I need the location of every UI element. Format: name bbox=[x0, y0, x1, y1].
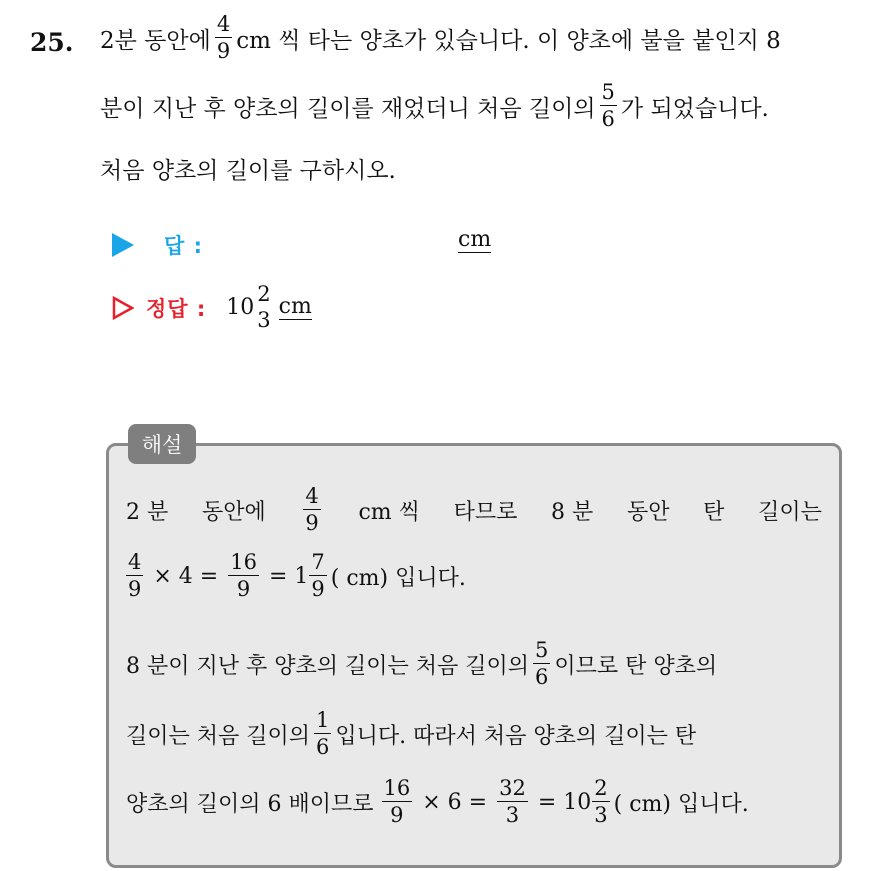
outline-triangle-icon bbox=[112, 296, 134, 320]
exp-word: 8 분 bbox=[551, 499, 594, 525]
exp-word: 탄 bbox=[703, 499, 725, 525]
exp-text: × 6 = bbox=[422, 789, 488, 815]
mixed-whole: 10 bbox=[226, 295, 255, 320]
exp-text: = 1 bbox=[268, 563, 309, 589]
numerator: 16 bbox=[383, 776, 411, 800]
denominator: 6 bbox=[601, 107, 615, 131]
answer-label: 답 : bbox=[164, 234, 203, 258]
explanation-line-3 bbox=[126, 640, 717, 688]
explanation-tag: 해설 bbox=[128, 424, 196, 464]
numerator: 4 bbox=[128, 550, 142, 574]
denominator: 3 bbox=[505, 803, 520, 827]
fraction bbox=[533, 640, 550, 688]
numerator: 2 bbox=[257, 282, 271, 306]
numerator: 2 bbox=[594, 776, 608, 800]
denominator: 9 bbox=[236, 577, 251, 601]
explanation-line-4 bbox=[126, 710, 696, 758]
exp-word: 2 분 bbox=[126, 499, 169, 525]
exp-word: 타므로 bbox=[453, 499, 518, 525]
numerator: 4 bbox=[216, 12, 231, 36]
explanation-line-2 bbox=[126, 552, 466, 600]
correct-unit: cm bbox=[278, 293, 312, 319]
explanation-line-5 bbox=[126, 778, 749, 826]
exp-text: 8 분이 지난 후 양초의 길이는 처음 길이의 bbox=[126, 653, 529, 679]
exp-text: ( cm) 입니다. bbox=[330, 565, 466, 591]
numerator: 16 bbox=[230, 550, 257, 574]
denominator: 9 bbox=[128, 577, 142, 601]
numerator: 5 bbox=[534, 638, 549, 662]
problem-line-2 bbox=[100, 82, 769, 130]
fraction bbox=[255, 284, 272, 331]
exp-text: × 4 = bbox=[153, 563, 219, 589]
answer-row bbox=[112, 230, 203, 260]
exp-word: 동안 bbox=[626, 499, 670, 525]
denominator: 6 bbox=[316, 735, 330, 759]
exp-word: 동안에 bbox=[201, 499, 266, 525]
numerator: 5 bbox=[601, 80, 615, 104]
problem-text: cm 씩 타는 양초가 있습니다. 이 양초에 불을 붙인지 8 bbox=[236, 27, 781, 54]
answer-blank-unit[interactable]: cm bbox=[458, 227, 492, 252]
exp-text: 길이는 처음 길이의 bbox=[126, 723, 311, 749]
problem-text: 가 되었습니다. bbox=[620, 95, 769, 122]
play-triangle-icon bbox=[112, 233, 134, 257]
exp-text: = 10 bbox=[537, 789, 592, 815]
exp-text: 입니다. 따라서 처음 양초의 길이는 탄 bbox=[335, 723, 697, 749]
denominator: 3 bbox=[594, 803, 608, 827]
correct-label: 정답 : bbox=[146, 296, 207, 321]
problem-number: 25. bbox=[30, 28, 74, 57]
fraction bbox=[497, 778, 528, 826]
exp-word: 길이는 bbox=[758, 499, 822, 525]
numerator: 7 bbox=[311, 550, 325, 574]
numerator: 32 bbox=[499, 776, 526, 800]
denominator: 6 bbox=[534, 665, 549, 689]
fraction bbox=[600, 82, 617, 130]
denominator: 9 bbox=[311, 577, 325, 601]
correct-answer-row bbox=[112, 284, 312, 331]
fraction bbox=[215, 14, 232, 62]
problem-text: 처음 양초의 길이를 구하시오. bbox=[100, 158, 396, 184]
fraction bbox=[303, 486, 320, 534]
denominator: 3 bbox=[257, 308, 271, 332]
fraction bbox=[592, 778, 609, 826]
problem-text: 2분 동안에 bbox=[100, 27, 211, 54]
fraction bbox=[126, 552, 143, 600]
correct-value bbox=[226, 284, 312, 331]
problem-text: 분이 지난 후 양초의 길이를 재었더니 처음 길이의 bbox=[100, 95, 596, 122]
numerator: 1 bbox=[316, 708, 330, 732]
fraction bbox=[314, 710, 331, 758]
fraction bbox=[382, 778, 413, 826]
numerator: 4 bbox=[305, 484, 319, 508]
fraction bbox=[309, 552, 326, 600]
exp-text: ( cm) 입니다. bbox=[613, 791, 749, 817]
explanation-line-1 bbox=[126, 486, 822, 534]
denominator: 9 bbox=[305, 511, 319, 535]
denominator: 9 bbox=[390, 803, 404, 827]
problem-line-3 bbox=[100, 152, 396, 185]
exp-word: cm 씩 bbox=[358, 499, 420, 525]
fraction bbox=[228, 552, 259, 600]
denominator: 9 bbox=[216, 39, 231, 63]
exp-text: 양초의 길이의 6 배이므로 bbox=[126, 791, 374, 817]
exp-text: 이므로 탄 양초의 bbox=[554, 653, 718, 679]
problem-line-1 bbox=[100, 14, 781, 62]
